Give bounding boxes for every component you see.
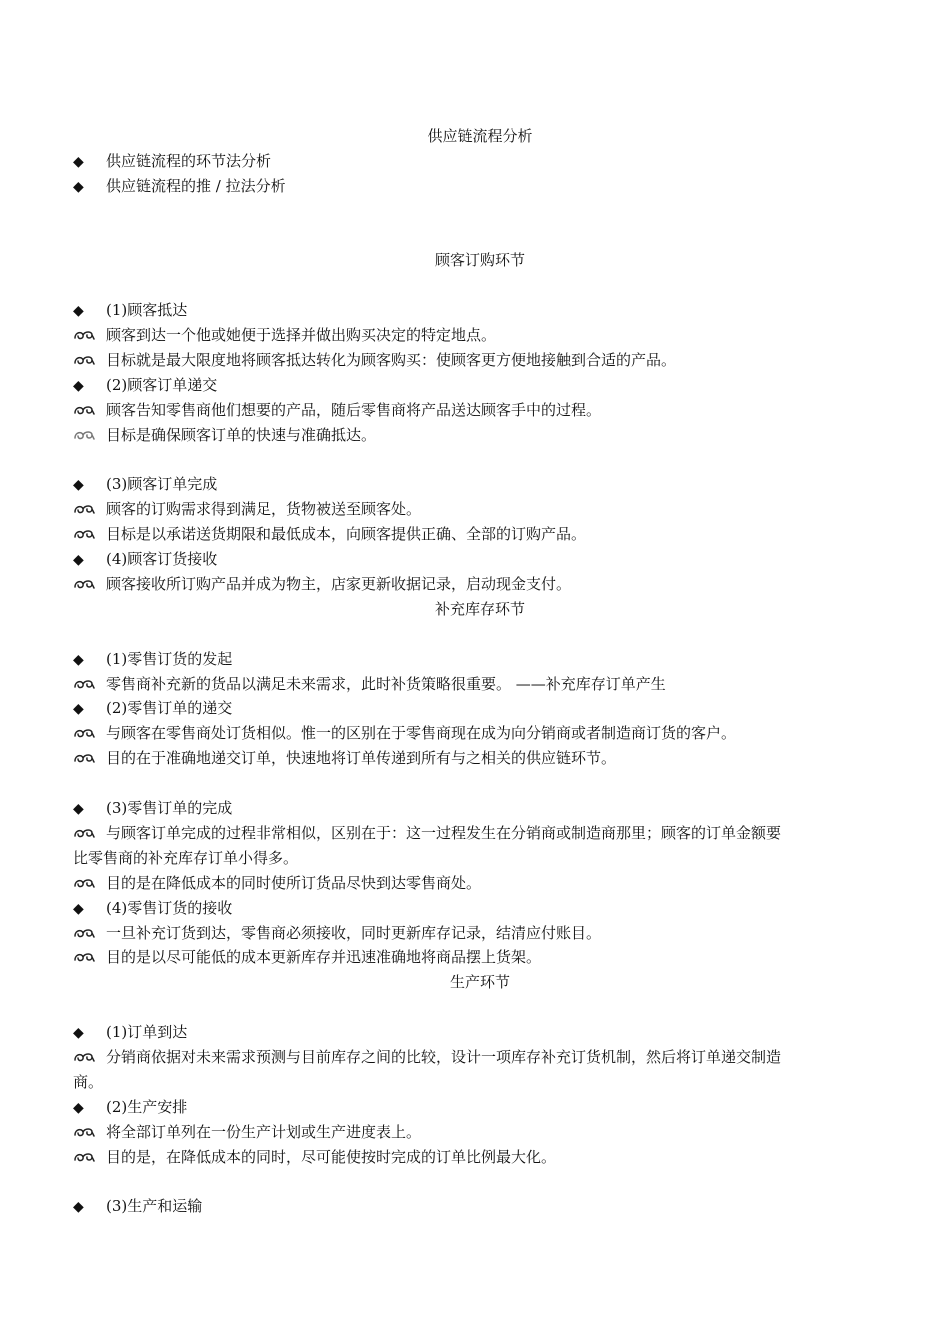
item-text: (1)顾客抵达: [106, 301, 188, 320]
item-text: (2)生产安排: [106, 1097, 188, 1116]
scroll-bullet-item: [73, 871, 873, 896]
diamond-bullet-item: [73, 373, 873, 398]
scroll-bullet-icon: [73, 945, 106, 970]
item-text: 商。: [73, 1072, 104, 1091]
document-body: [73, 124, 873, 1219]
diamond-bullet-icon: ◆: [73, 900, 84, 917]
scroll-bullet-icon: [73, 497, 106, 522]
scroll-bullet-icon: [73, 323, 106, 348]
section-heading: [73, 248, 873, 273]
diamond-bullet-icon: ◆: [73, 178, 84, 195]
scroll-bullet-icon: [73, 871, 106, 896]
continuation-line: [73, 1070, 873, 1095]
item-text: 将全部订单列在一份生产计划或生产进度表上。: [106, 1122, 422, 1141]
item-text: (3)生产和运输: [106, 1197, 203, 1216]
diamond-bullet-icon: ◆: [73, 377, 84, 394]
scroll-bullet-icon: [73, 522, 106, 547]
item-text: 分销商依据对未来需求预测与目前库存之间的比较，设计一项库存补充订货机制，然后将订单递交制造: [106, 1047, 782, 1066]
scroll-bullet-item: [73, 1145, 873, 1170]
item-text: 供应链流程的推 / 拉法分析: [106, 176, 286, 195]
item-text: 供应链流程的环节法分析: [106, 151, 272, 170]
scroll-bullet-icon: [73, 672, 106, 697]
item-text: (1)零售订货的发起: [106, 649, 233, 668]
item-text: (3)顾客订单完成: [106, 475, 218, 494]
blank-line: [73, 1169, 873, 1194]
scroll-bullet-icon: [73, 398, 106, 423]
scroll-bullet-item: [73, 522, 873, 547]
diamond-bullet-icon: ◆: [73, 801, 84, 818]
scroll-bullet-item: [73, 348, 873, 373]
section-heading: [73, 124, 873, 149]
diamond-bullet-item: [73, 1194, 873, 1219]
diamond-bullet-icon: ◆: [73, 701, 84, 718]
item-text: 目标就是最大限度地将顾客抵达转化为顾客购买：使顾客更方便地接触到合适的产品。: [106, 351, 677, 370]
item-text: (2)顾客订单递交: [106, 375, 218, 394]
item-text: (4)零售订货的接收: [106, 898, 233, 917]
diamond-bullet-icon: ◆: [73, 1025, 84, 1042]
item-text: 顾客告知零售商他们想要的产品，随后零售商将产品送达顾客手中的过程。: [106, 400, 602, 419]
diamond-bullet-item: [73, 472, 873, 497]
section-heading: [73, 597, 873, 622]
scroll-bullet-item: [73, 323, 873, 348]
continuation-line: [73, 846, 873, 871]
blank-line: [73, 448, 873, 473]
item-text: 目的是以尽可能低的成本更新库存并迅速准确地将商品摆上货架。: [106, 948, 542, 967]
scroll-bullet-icon: [73, 721, 106, 746]
item-text: 与顾客订单完成的过程非常相似，区别在于：这一过程发生在分销商或制造商那里；顾客的订单金额要: [106, 823, 782, 842]
scroll-bullet-item: [73, 746, 873, 771]
heading-text: 供应链流程分析: [427, 127, 533, 145]
item-text: 与顾客在零售商处订货相似。惟一的区别在于零售商现在成为向分销商或者制造商订货的客户。: [106, 724, 737, 743]
blank-line: [73, 622, 873, 647]
item-text: 比零售商的补充库存订单小得多。: [73, 848, 299, 867]
diamond-bullet-icon: ◆: [73, 651, 84, 668]
item-text: (2)零售订单的递交: [106, 699, 233, 718]
heading-text: 生产环节: [449, 973, 510, 992]
item-text: (3)零售订单的完成: [106, 799, 233, 818]
diamond-bullet-item: [73, 1095, 873, 1120]
blank-line: [73, 199, 873, 224]
scroll-bullet-item: [73, 497, 873, 522]
item-text: 顾客到达一个他或她便于选择并做出购买决定的特定地点。: [106, 326, 497, 345]
diamond-bullet-item: [73, 174, 873, 199]
scroll-bullet-item: [73, 572, 873, 597]
item-text: 顾客接收所订购产品并成为物主，店家更新收据记录，启动现金支付。: [106, 575, 572, 594]
diamond-bullet-item: [73, 647, 873, 672]
scroll-bullet-item: [73, 1120, 873, 1145]
blank-line: [73, 224, 873, 249]
diamond-bullet-icon: ◆: [73, 1199, 84, 1216]
diamond-bullet-icon: ◆: [73, 153, 84, 170]
item-text: (4)顾客订货接收: [106, 550, 218, 569]
scroll-bullet-icon: [73, 348, 106, 373]
item-text: 目的是，在降低成本的同时，尽可能使按时完成的订单比例最大化。: [106, 1147, 557, 1166]
scroll-bullet-item: [73, 821, 873, 846]
scroll-bullet-icon: [73, 921, 106, 946]
scroll-bullet-icon: [73, 572, 106, 597]
heading-text: 补充库存环节: [434, 599, 525, 618]
diamond-bullet-item: [73, 298, 873, 323]
scroll-bullet-item: [73, 423, 873, 448]
diamond-bullet-icon: ◆: [73, 303, 84, 320]
diamond-bullet-item: [73, 796, 873, 821]
item-text: (1)订单到达: [106, 1023, 188, 1042]
scroll-bullet-icon: [73, 821, 106, 846]
scroll-bullet-item: [73, 1045, 873, 1070]
item-text: 顾客的订购需求得到满足，货物被送至顾客处。: [106, 500, 422, 519]
blank-line: [73, 771, 873, 796]
scroll-bullet-item: [73, 672, 873, 697]
diamond-bullet-icon: ◆: [73, 552, 84, 569]
diamond-bullet-icon: ◆: [73, 477, 84, 494]
item-text: 目标是以承诺送货期限和最低成本，向顾客提供正确、全部的订购产品。: [106, 525, 587, 544]
diamond-bullet-item: [73, 1020, 873, 1045]
item-text: 零售商补充新的货品以满足未来需求，此时补货策略很重要。 ——补充库存订单产生: [106, 674, 666, 693]
blank-line: [73, 995, 873, 1020]
scroll-bullet-icon: [73, 1045, 106, 1070]
item-text: 目的是在降低成本的同时使所订货品尽快到达零售商处。: [106, 873, 482, 892]
scroll-bullet-item: [73, 921, 873, 946]
scroll-bullet-icon: [73, 1145, 106, 1170]
diamond-bullet-item: [73, 696, 873, 721]
item-text: 一旦补充订货到达，零售商必须接收，同时更新库存记录，结清应付账目。: [106, 923, 602, 942]
scroll-bullet-icon: [73, 1120, 106, 1145]
diamond-bullet-item: [73, 149, 873, 174]
diamond-bullet-item: [73, 547, 873, 572]
diamond-bullet-item: [73, 896, 873, 921]
section-heading: [73, 970, 873, 995]
item-text: 目的在于准确地递交订单，快速地将订单传递到所有与之相关的供应链环节。: [106, 749, 617, 768]
scroll-bullet-icon: [73, 746, 106, 771]
blank-line: [73, 273, 873, 298]
item-text: 目标是确保顾客订单的快速与准确抵达。: [106, 425, 377, 444]
scroll-bullet-item: [73, 398, 873, 423]
scroll-bullet-item: [73, 721, 873, 746]
scroll-bullet-icon: [73, 423, 106, 448]
scroll-bullet-item: [73, 945, 873, 970]
diamond-bullet-icon: ◆: [73, 1099, 84, 1116]
heading-text: 顾客订购环节: [434, 251, 525, 270]
